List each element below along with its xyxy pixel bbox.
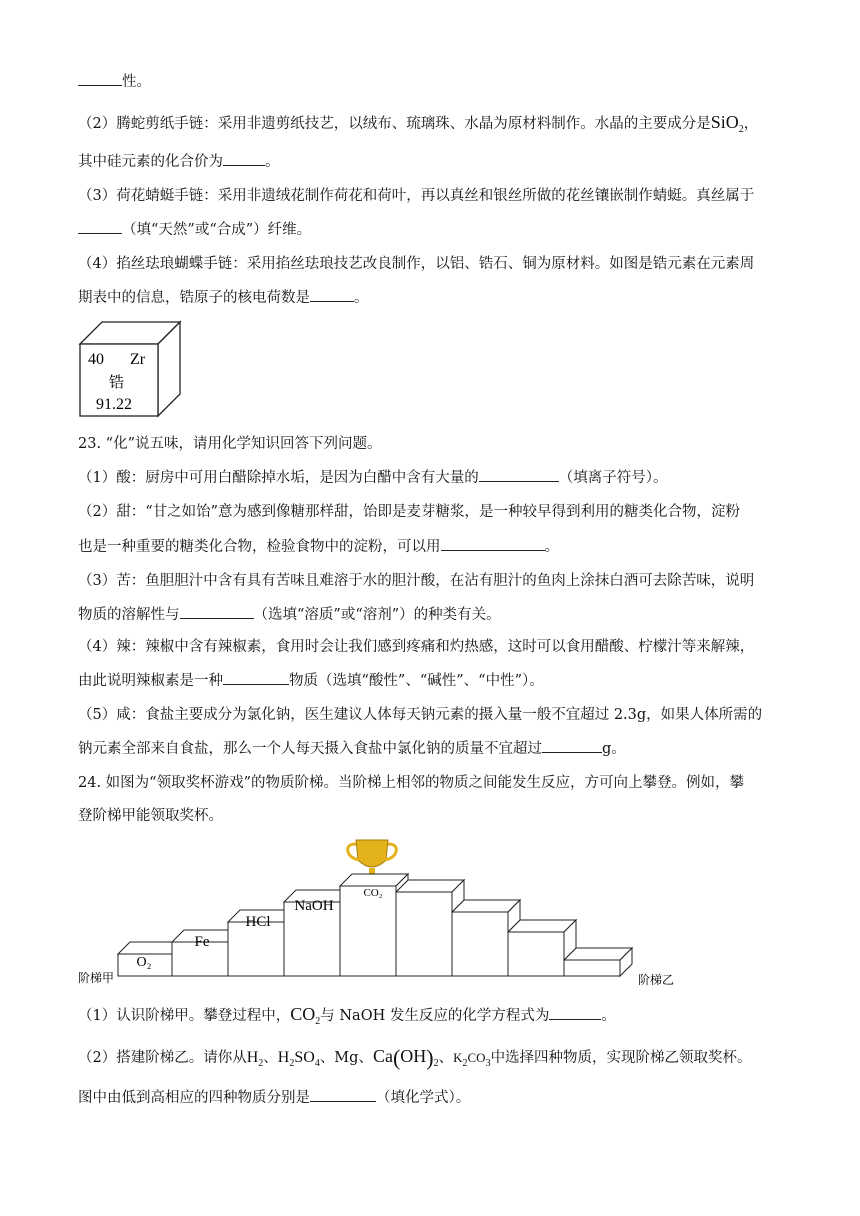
q23-p3-line-1: （3）苦：鱼胆胆汁中含有具有苦味且难溶于水的胆汁酸，在沾有胆汁的鱼肉上涂抹白酒可去除苦味，说明	[78, 573, 755, 589]
q23-p5-line-1: （5）咸：食盐主要成分为氯化钠，医生建议人体每天钠元素的摄入量一般不宜超过 2.3g，如果人体所需的	[78, 707, 763, 723]
q23-p1: （1）酸：厨房中可用白醋除掉水垢，是因为白醋中含有大量的 （填离子符号）。	[78, 467, 667, 488]
atomic-number: 40	[88, 351, 104, 368]
caoh2-formula: $Ca(OH)_2$	[372, 1045, 439, 1070]
k2co3-formula: $K_2CO_3$	[453, 1050, 491, 1069]
q22-p2-line-1: （2）腾蛇剪纸手链：采用非遗剪纸技艺，以绒布、琉璃珠、水晶为原材料制作。水晶的主要成分是SiO$_2$，	[78, 112, 759, 135]
q22-line-0: 性。	[78, 71, 151, 92]
q24-p2-line-2: 图中由低到高相应的四种物质分别是 （填化学式）。	[78, 1087, 470, 1108]
zirconium-element-card	[78, 320, 184, 420]
answer-blank[interactable]	[78, 219, 122, 234]
answer-blank[interactable]	[223, 670, 289, 685]
q24-p2-line-1: （2）搭建阶梯乙。请你从$H_2$、$H_2SO_4$、Mg、$Ca(OH)_2$、$K_2CO_3$中选择四种物质，实现阶梯乙领取奖杯。	[78, 1045, 752, 1070]
step-label-hcl: HCl	[245, 914, 271, 930]
h2-formula: $H_2$	[246, 1049, 264, 1069]
answer-blank[interactable]	[549, 1005, 601, 1020]
step-label-naoh: NaOH	[294, 898, 334, 914]
answer-blank[interactable]	[223, 151, 265, 166]
q23-p4-line-2: 由此说明辣椒素是一种 物质（选填“酸性”、“碱性”、“中性”）。	[78, 670, 544, 691]
q22-p4-line-1: （4）掐丝珐琅蝴蝶手链：采用掐丝珐琅技艺改良制作，以铝、锆石、铜为原材料。如图是锆元素在元素周	[78, 256, 755, 272]
answer-blank[interactable]	[310, 1087, 376, 1102]
staircase-b-label: 阶梯乙	[638, 973, 675, 987]
answer-blank[interactable]	[310, 287, 354, 302]
q23-p4-line-1: （4）辣：辣椒中含有辣椒素，食用时会让我们感到疼痛和灼热感，这时可以食用醋酸、柠檬汁等来解辣，	[78, 639, 755, 655]
atomic-mass: 91.22	[96, 396, 132, 413]
element-name: 锆	[109, 375, 125, 391]
answer-blank[interactable]	[479, 467, 559, 482]
answer-blank[interactable]	[78, 71, 122, 86]
q24-p1: （1）认识阶梯甲。攀登过程中，$CO_2$与 NaOH 发生反应的化学方程式为 。	[78, 1004, 616, 1027]
answer-blank[interactable]	[441, 536, 545, 551]
answer-blank[interactable]	[180, 604, 254, 619]
step-label-o2: O₂	[136, 955, 152, 970]
q22-p4-line-2: 期表中的信息，锆原子的核电荷数是 。	[78, 287, 369, 308]
q22-p3-line-1: （3）荷花蜻蜓手链：采用非遗绒花制作荷花和荷叶，再以真丝和银丝所做的花丝镶嵌制作蜻蜓。真丝属于	[78, 188, 755, 204]
co2-formula: $CO_2$	[290, 1004, 321, 1027]
staircase-diagram	[76, 830, 686, 992]
step-label-co2: CO₂	[363, 887, 383, 899]
q23-p3-line-2: 物质的溶解性与 （选填“溶质”或“溶剂”）的种类有关。	[78, 604, 501, 625]
q23-p2-line-2: 也是一种重要的糖类化合物，检验食物中的淀粉，可以用 。	[78, 536, 559, 557]
q24-line-1: 24. 如图为“领取奖杯游戏”的物质阶梯。当阶梯上相邻的物质之间能发生反应，方可向上攀登。例如，攀	[78, 775, 744, 791]
q22-p3-line-2: （填“天然”或“合成”）纤维。	[78, 219, 311, 240]
answer-blank[interactable]	[542, 738, 602, 753]
q23-p5-line-2: 钠元素全部来自食盐，那么一个人每天摄入食盐中氯化钠的质量不宜超过 g。	[78, 738, 626, 759]
step-label-fe: Fe	[194, 934, 210, 950]
staircase-a-label: 阶梯甲	[78, 971, 115, 985]
element-symbol: Zr	[130, 351, 146, 368]
q22-p2-line-2: 其中硅元素的化合价为 。	[78, 151, 280, 172]
q23-p2-line-1: （2）甜：“甘之如饴”意为感到像糖那样甜，饴即是麦芽糖浆，是一种较早得到利用的糖类化合物，淀粉	[78, 504, 741, 520]
q23-title: 23. “化”说五味，请用化学知识回答下列问题。	[78, 436, 382, 452]
sio2-formula: SiO$_2$	[710, 112, 744, 135]
q24-line-2: 登阶梯甲能领取奖杯。	[78, 808, 223, 824]
h2so4-formula: $H_2SO_4$	[277, 1049, 320, 1069]
